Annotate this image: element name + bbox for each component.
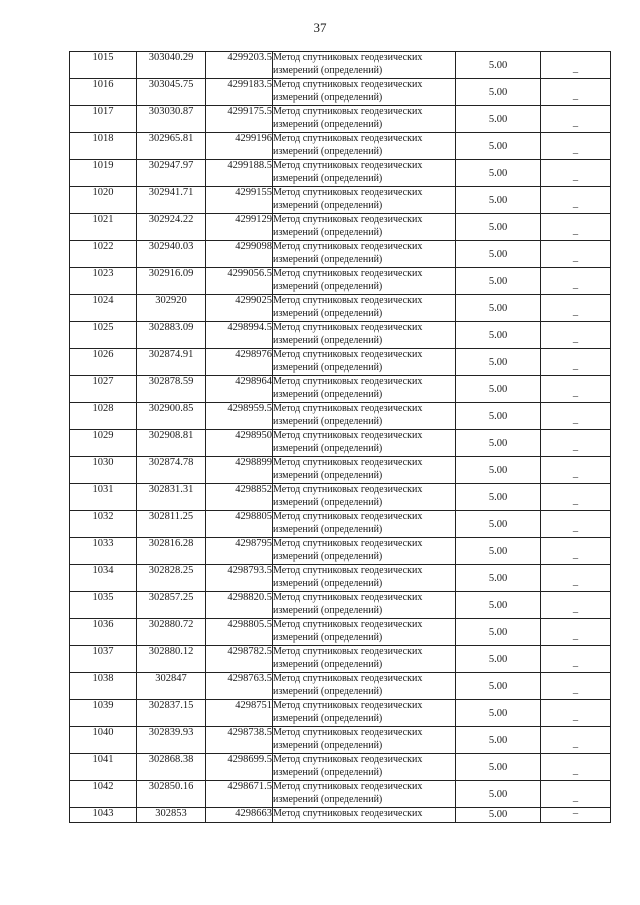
method-cell: Метод спутниковых геодезических измерений (определений) xyxy=(273,538,456,565)
y-coordinate-cell: 4298751 xyxy=(206,700,273,727)
accuracy-cell: 5.00 xyxy=(456,214,541,241)
accuracy-cell: 5.00 xyxy=(456,160,541,187)
accuracy-cell: 5.00 xyxy=(456,538,541,565)
point-number-cell: 1025 xyxy=(70,322,137,349)
point-number-cell: 1043 xyxy=(70,808,137,823)
note-cell: – xyxy=(541,727,611,754)
accuracy-cell: 5.00 xyxy=(456,403,541,430)
point-number-cell: 1030 xyxy=(70,457,137,484)
x-coordinate-cell: 302857.25 xyxy=(137,592,206,619)
accuracy-cell: 5.00 xyxy=(456,754,541,781)
point-number-cell: 1017 xyxy=(70,106,137,133)
accuracy-cell: 5.00 xyxy=(456,673,541,700)
point-number-cell: 1016 xyxy=(70,79,137,106)
method-cell: Метод спутниковых геодезических xyxy=(273,808,456,823)
note-cell: – xyxy=(541,214,611,241)
table-row xyxy=(70,727,611,754)
y-coordinate-cell: 4298964 xyxy=(206,376,273,403)
accuracy-cell: 5.00 xyxy=(456,349,541,376)
x-coordinate-cell: 303040.29 xyxy=(137,52,206,79)
method-cell: Метод спутниковых геодезических измерений (определений) xyxy=(273,727,456,754)
accuracy-cell: 5.00 xyxy=(456,268,541,295)
point-number-cell: 1022 xyxy=(70,241,137,268)
y-coordinate-cell: 4298805.5 xyxy=(206,619,273,646)
note-cell: – xyxy=(541,349,611,376)
point-number-cell: 1035 xyxy=(70,592,137,619)
table-row xyxy=(70,214,611,241)
note-cell: – xyxy=(541,646,611,673)
x-coordinate-cell: 302880.12 xyxy=(137,646,206,673)
table-row xyxy=(70,619,611,646)
table-row xyxy=(70,295,611,322)
method-cell: Метод спутниковых геодезических измерений (определений) xyxy=(273,430,456,457)
accuracy-cell: 5.00 xyxy=(456,322,541,349)
point-number-cell: 1024 xyxy=(70,295,137,322)
table-body xyxy=(70,52,611,823)
x-coordinate-cell: 302941.71 xyxy=(137,187,206,214)
note-cell: – xyxy=(541,241,611,268)
method-cell: Метод спутниковых геодезических измерений (определений) xyxy=(273,511,456,538)
note-cell: – xyxy=(541,430,611,457)
accuracy-cell: 5.00 xyxy=(456,592,541,619)
note-cell: – xyxy=(541,511,611,538)
accuracy-cell: 5.00 xyxy=(456,133,541,160)
method-cell: Метод спутниковых геодезических измерений (определений) xyxy=(273,187,456,214)
table-row xyxy=(70,349,611,376)
table-row xyxy=(70,808,611,823)
note-cell: – xyxy=(541,808,611,823)
note-cell: – xyxy=(541,754,611,781)
x-coordinate-cell: 302908.81 xyxy=(137,430,206,457)
x-coordinate-cell: 302850.16 xyxy=(137,781,206,808)
note-cell: – xyxy=(541,619,611,646)
point-number-cell: 1033 xyxy=(70,538,137,565)
x-coordinate-cell: 302940.03 xyxy=(137,241,206,268)
method-cell: Метод спутниковых геодезических измерений (определений) xyxy=(273,268,456,295)
x-coordinate-cell: 302878.59 xyxy=(137,376,206,403)
x-coordinate-cell: 302965.81 xyxy=(137,133,206,160)
method-cell: Метод спутниковых геодезических измерений (определений) xyxy=(273,160,456,187)
table-row xyxy=(70,403,611,430)
y-coordinate-cell: 4298994.5 xyxy=(206,322,273,349)
table-row xyxy=(70,376,611,403)
x-coordinate-cell: 303030.87 xyxy=(137,106,206,133)
point-number-cell: 1041 xyxy=(70,754,137,781)
method-cell: Метод спутниковых геодезических измерений (определений) xyxy=(273,700,456,727)
x-coordinate-cell: 302831.31 xyxy=(137,484,206,511)
note-cell: – xyxy=(541,133,611,160)
method-cell: Метод спутниковых геодезических измерений (определений) xyxy=(273,376,456,403)
table-row xyxy=(70,430,611,457)
x-coordinate-cell: 302916.09 xyxy=(137,268,206,295)
y-coordinate-cell: 4298671.5 xyxy=(206,781,273,808)
note-cell: – xyxy=(541,79,611,106)
y-coordinate-cell: 4298795 xyxy=(206,538,273,565)
accuracy-cell: 5.00 xyxy=(456,52,541,79)
note-cell: – xyxy=(541,403,611,430)
x-coordinate-cell: 302947.97 xyxy=(137,160,206,187)
point-number-cell: 1026 xyxy=(70,349,137,376)
method-cell: Метод спутниковых геодезических измерений (определений) xyxy=(273,403,456,430)
note-cell: – xyxy=(541,187,611,214)
method-cell: Метод спутниковых геодезических измерений (определений) xyxy=(273,295,456,322)
point-number-cell: 1036 xyxy=(70,619,137,646)
method-cell: Метод спутниковых геодезических измерений (определений) xyxy=(273,619,456,646)
point-number-cell: 1042 xyxy=(70,781,137,808)
x-coordinate-cell: 302837.15 xyxy=(137,700,206,727)
point-number-cell: 1015 xyxy=(70,52,137,79)
note-cell: – xyxy=(541,160,611,187)
method-cell: Метод спутниковых геодезических измерений (определений) xyxy=(273,754,456,781)
accuracy-cell: 5.00 xyxy=(456,187,541,214)
x-coordinate-cell: 302839.93 xyxy=(137,727,206,754)
method-cell: Метод спутниковых геодезических измерений (определений) xyxy=(273,781,456,808)
table-row xyxy=(70,484,611,511)
y-coordinate-cell: 4299129 xyxy=(206,214,273,241)
table-row xyxy=(70,133,611,160)
x-coordinate-cell: 302816.28 xyxy=(137,538,206,565)
y-coordinate-cell: 4299155 xyxy=(206,187,273,214)
x-coordinate-cell: 302874.78 xyxy=(137,457,206,484)
point-number-cell: 1034 xyxy=(70,565,137,592)
y-coordinate-cell: 4298820.5 xyxy=(206,592,273,619)
x-coordinate-cell: 302883.09 xyxy=(137,322,206,349)
method-cell: Метод спутниковых геодезических измерений (определений) xyxy=(273,133,456,160)
x-coordinate-cell: 302828.25 xyxy=(137,565,206,592)
y-coordinate-cell: 4298899 xyxy=(206,457,273,484)
table-row xyxy=(70,565,611,592)
y-coordinate-cell: 4298699.5 xyxy=(206,754,273,781)
point-number-cell: 1038 xyxy=(70,673,137,700)
point-number-cell: 1027 xyxy=(70,376,137,403)
x-coordinate-cell: 302847 xyxy=(137,673,206,700)
table-row xyxy=(70,187,611,214)
table-row xyxy=(70,52,611,79)
table-row xyxy=(70,457,611,484)
accuracy-cell: 5.00 xyxy=(456,241,541,268)
point-number-cell: 1029 xyxy=(70,430,137,457)
point-number-cell: 1028 xyxy=(70,403,137,430)
y-coordinate-cell: 4298663 xyxy=(206,808,273,823)
table-row xyxy=(70,268,611,295)
table-row xyxy=(70,781,611,808)
accuracy-cell: 5.00 xyxy=(456,646,541,673)
accuracy-cell: 5.00 xyxy=(456,700,541,727)
y-coordinate-cell: 4298793.5 xyxy=(206,565,273,592)
method-cell: Метод спутниковых геодезических измерений (определений) xyxy=(273,214,456,241)
note-cell: – xyxy=(541,673,611,700)
point-number-cell: 1023 xyxy=(70,268,137,295)
note-cell: – xyxy=(541,781,611,808)
y-coordinate-cell: 4298805 xyxy=(206,511,273,538)
y-coordinate-cell: 4299175.5 xyxy=(206,106,273,133)
x-coordinate-cell: 302924.22 xyxy=(137,214,206,241)
point-number-cell: 1019 xyxy=(70,160,137,187)
x-coordinate-cell: 302853 xyxy=(137,808,206,823)
y-coordinate-cell: 4299098 xyxy=(206,241,273,268)
method-cell: Метод спутниковых геодезических измерений (определений) xyxy=(273,79,456,106)
coordinates-table xyxy=(69,51,611,823)
point-number-cell: 1031 xyxy=(70,484,137,511)
x-coordinate-cell: 302900.85 xyxy=(137,403,206,430)
x-coordinate-cell: 303045.75 xyxy=(137,79,206,106)
accuracy-cell: 5.00 xyxy=(456,484,541,511)
y-coordinate-cell: 4299183.5 xyxy=(206,79,273,106)
table-row xyxy=(70,160,611,187)
method-cell: Метод спутниковых геодезических измерений (определений) xyxy=(273,646,456,673)
note-cell: – xyxy=(541,457,611,484)
y-coordinate-cell: 4299203.5 xyxy=(206,52,273,79)
y-coordinate-cell: 4298976 xyxy=(206,349,273,376)
y-coordinate-cell: 4298852 xyxy=(206,484,273,511)
note-cell: – xyxy=(541,592,611,619)
x-coordinate-cell: 302868.38 xyxy=(137,754,206,781)
point-number-cell: 1020 xyxy=(70,187,137,214)
table-row xyxy=(70,754,611,781)
y-coordinate-cell: 4299025 xyxy=(206,295,273,322)
table-row xyxy=(70,592,611,619)
point-number-cell: 1032 xyxy=(70,511,137,538)
table-row xyxy=(70,241,611,268)
x-coordinate-cell: 302874.91 xyxy=(137,349,206,376)
table-row xyxy=(70,538,611,565)
accuracy-cell: 5.00 xyxy=(456,295,541,322)
method-cell: Метод спутниковых геодезических измерений (определений) xyxy=(273,592,456,619)
point-number-cell: 1021 xyxy=(70,214,137,241)
accuracy-cell: 5.00 xyxy=(456,565,541,592)
note-cell: – xyxy=(541,295,611,322)
method-cell: Метод спутниковых геодезических измерений (определений) xyxy=(273,457,456,484)
y-coordinate-cell: 4298959.5 xyxy=(206,403,273,430)
method-cell: Метод спутниковых геодезических измерений (определений) xyxy=(273,349,456,376)
point-number-cell: 1040 xyxy=(70,727,137,754)
accuracy-cell: 5.00 xyxy=(456,79,541,106)
method-cell: Метод спутниковых геодезических измерений (определений) xyxy=(273,673,456,700)
note-cell: – xyxy=(541,106,611,133)
method-cell: Метод спутниковых геодезических измерений (определений) xyxy=(273,52,456,79)
y-coordinate-cell: 4299196 xyxy=(206,133,273,160)
method-cell: Метод спутниковых геодезических измерений (определений) xyxy=(273,565,456,592)
method-cell: Метод спутниковых геодезических измерений (определений) xyxy=(273,106,456,133)
point-number-cell: 1037 xyxy=(70,646,137,673)
note-cell: – xyxy=(541,322,611,349)
table-row xyxy=(70,673,611,700)
accuracy-cell: 5.00 xyxy=(456,457,541,484)
note-cell: – xyxy=(541,538,611,565)
y-coordinate-cell: 4298782.5 xyxy=(206,646,273,673)
note-cell: – xyxy=(541,52,611,79)
page-number: 37 xyxy=(313,20,327,35)
note-cell: – xyxy=(541,376,611,403)
table-row xyxy=(70,79,611,106)
method-cell: Метод спутниковых геодезических измерений (определений) xyxy=(273,241,456,268)
accuracy-cell: 5.00 xyxy=(456,808,541,823)
y-coordinate-cell: 4298763.5 xyxy=(206,673,273,700)
note-cell: – xyxy=(541,484,611,511)
table-row xyxy=(70,322,611,349)
note-cell: – xyxy=(541,700,611,727)
accuracy-cell: 5.00 xyxy=(456,376,541,403)
y-coordinate-cell: 4299188.5 xyxy=(206,160,273,187)
accuracy-cell: 5.00 xyxy=(456,727,541,754)
y-coordinate-cell: 4299056.5 xyxy=(206,268,273,295)
table-row xyxy=(70,646,611,673)
x-coordinate-cell: 302880.72 xyxy=(137,619,206,646)
y-coordinate-cell: 4298950 xyxy=(206,430,273,457)
note-cell: – xyxy=(541,565,611,592)
accuracy-cell: 5.00 xyxy=(456,511,541,538)
y-coordinate-cell: 4298738.5 xyxy=(206,727,273,754)
accuracy-cell: 5.00 xyxy=(456,781,541,808)
note-cell: – xyxy=(541,268,611,295)
method-cell: Метод спутниковых геодезических измерений (определений) xyxy=(273,484,456,511)
method-cell: Метод спутниковых геодезических измерений (определений) xyxy=(273,322,456,349)
table-row xyxy=(70,511,611,538)
table-row xyxy=(70,700,611,727)
table-row xyxy=(70,106,611,133)
accuracy-cell: 5.00 xyxy=(456,430,541,457)
accuracy-cell: 5.00 xyxy=(456,619,541,646)
x-coordinate-cell: 302920 xyxy=(137,295,206,322)
accuracy-cell: 5.00 xyxy=(456,106,541,133)
x-coordinate-cell: 302811.25 xyxy=(137,511,206,538)
point-number-cell: 1039 xyxy=(70,700,137,727)
point-number-cell: 1018 xyxy=(70,133,137,160)
